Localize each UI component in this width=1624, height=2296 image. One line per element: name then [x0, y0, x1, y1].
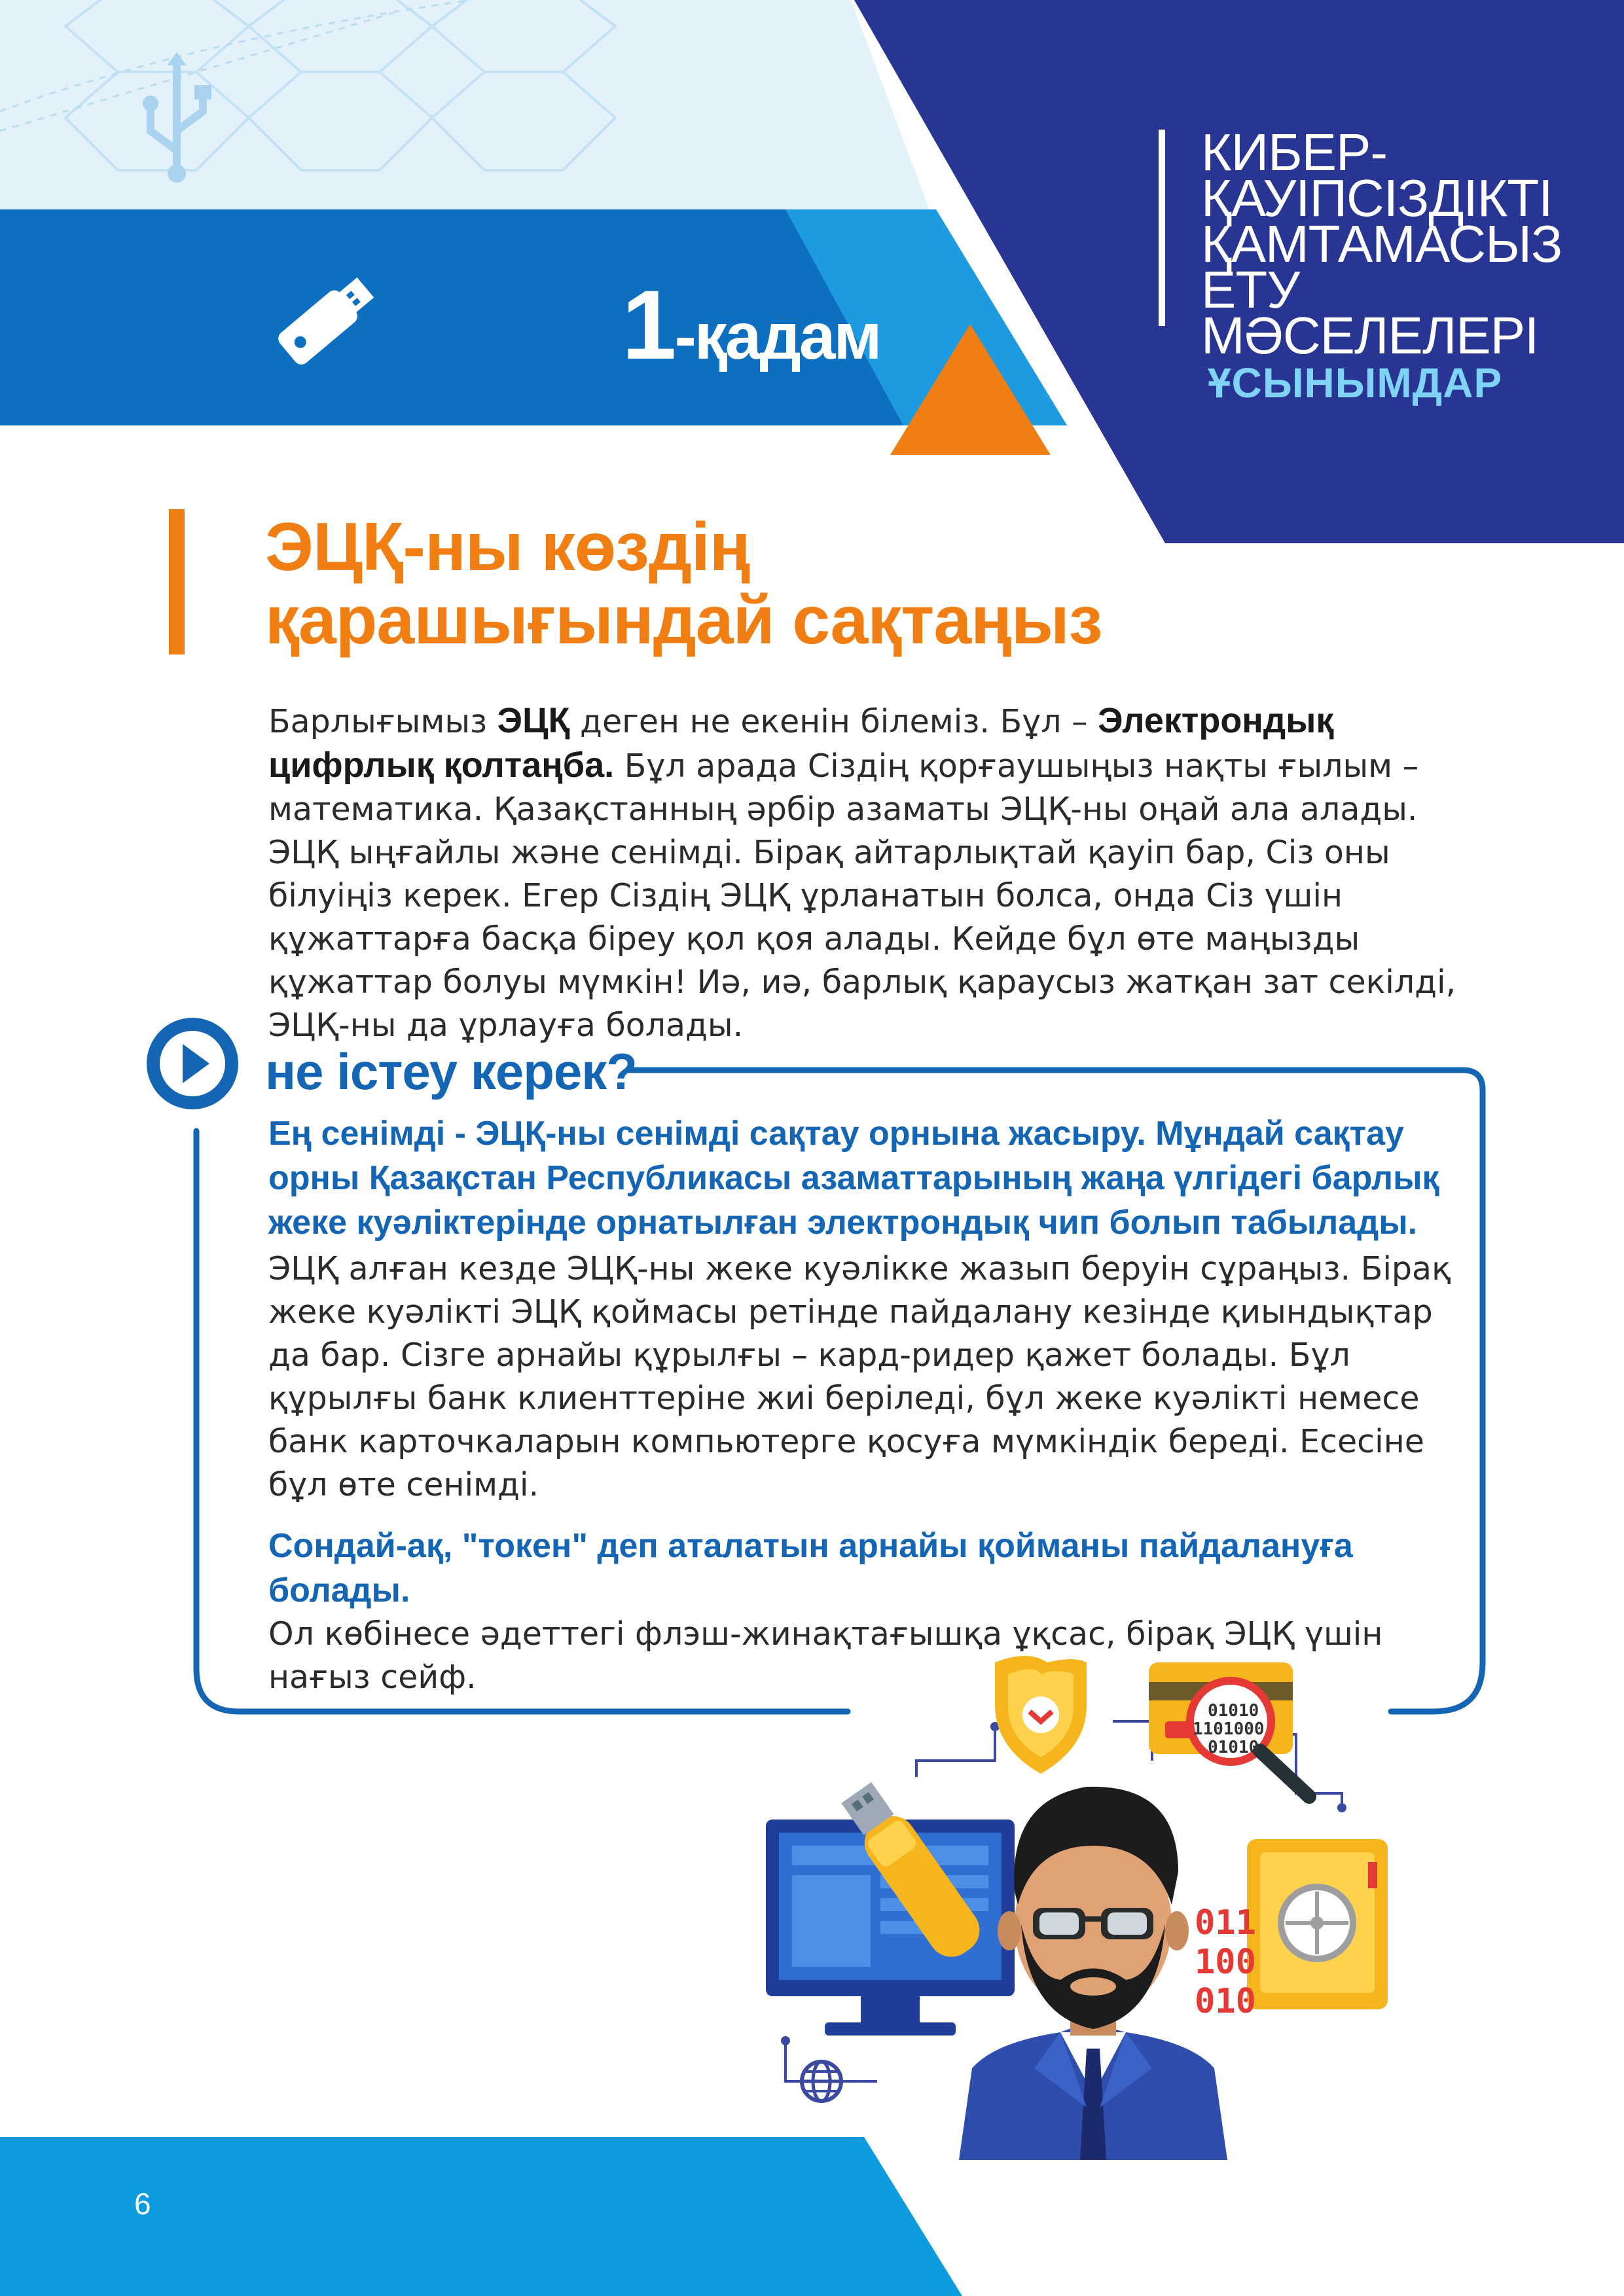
lead-paragraph-2: Сондай-ақ, "токен" деп аталатын арнайы қойманы пайдалануға болады. — [268, 1527, 1353, 1609]
series-title-line: ҚАУІПСІЗДІКТІ — [1201, 169, 1553, 227]
series-title-bar — [1159, 130, 1165, 326]
page-title-line2: қарашығындай сақтаңыз — [265, 583, 1102, 658]
intro-bold-definition: Электрондық цифрлық қолтаңба. — [268, 701, 1334, 785]
binary-text: 1101000 — [1193, 1719, 1265, 1739]
what-to-do-heading: не істеу керек? — [265, 1043, 637, 1100]
series-title-line: ЕТУ МӘСЕЛЕЛЕРІ — [1201, 260, 1539, 365]
security-illustration — [720, 1649, 1460, 2160]
intro-bold-ecq: ЭЦҚ — [497, 701, 570, 740]
intro-text: Барлығымыз — [268, 703, 497, 740]
step-label — [622, 268, 880, 382]
what-to-do-content — [268, 1113, 1466, 1699]
binary-text: 011 — [1195, 1903, 1256, 1943]
series-title-line: ҚАМТАМАСЫЗ — [1201, 215, 1562, 273]
title-accent-bar — [169, 509, 185, 655]
footer-band — [0, 2137, 1624, 2296]
step-word: -қадам — [674, 300, 880, 373]
page-title-line1: ЭЦҚ-ны көздің — [265, 509, 750, 585]
play-arrow-icon — [145, 1016, 240, 1111]
usb-stick-icon — [255, 259, 386, 383]
step-number: 1 — [622, 270, 675, 380]
intro-text: деген не екенін білеміз. Бұл – — [569, 703, 1098, 740]
page-number: 6 — [134, 2187, 151, 2221]
body-paragraph-2: Ол көбінесе әдеттегі флэш-жинақтағышқа ұқсас, бірақ ЭЦҚ үшін нағыз сейф. — [268, 1615, 1383, 1696]
series-title-line: КИБЕР- — [1201, 123, 1387, 181]
binary-text: 01010 — [1208, 1738, 1259, 1757]
series-subtitle: ҰСЫНЫМДАР — [1208, 359, 1503, 406]
binary-text: 100 — [1195, 1943, 1256, 1982]
intro-text: Бұл арада Сіздің қорғаушыңыз нақты ғылым – математика. Қазақстанның әрбір азаматы ЭЦҚ-ны оңай ала алады. ЭЦҚ ыңғайлы және сенімді. Бірақ айтарлықтай қауіп бар, Сіз оны білуіңіз керек. Егер Сіздің ЭЦҚ ұрланатын болса, онда Сіз үшін құжаттарға басқа біреу қол қоя алады. Кейде бұл өте маңызды құжаттар болуы мүмкін! Иә, иә, барлық қараусыз жатқан зат секілді, ЭЦҚ-ны да ұрлауға болады. — [268, 747, 1456, 1044]
binary-text: 01010 — [1208, 1701, 1259, 1721]
binary-text: 010 — [1195, 1982, 1256, 2021]
intro-paragraph — [268, 699, 1466, 1047]
series-title — [1201, 123, 1568, 365]
body-paragraph-1: ЭЦҚ алған кезде ЭЦҚ-ны жеке куәлікке жазып беруін сұраңыз. Бірақ жеке куәлікті ЭЦҚ қоймасы ретінде пайдалану кезінде қиындықтар да бар. Сізге арнайы құрылғы – кард-ридер қажет болады. Бұл құрылғы банк клиенттеріне жиі беріледі, бұл жеке куәлікті немесе банк карточкаларын компьютерге қосуға мүмкіндік береді. Есесіне бұл өте сенімді. — [268, 1250, 1451, 1503]
page-title — [265, 511, 1182, 657]
lead-paragraph-1: Ең сенімді - ЭЦҚ-ны сенімді сақтау орнына жасыру. Мұндай сақтау орны Қазақстан Республикасы азаматтарының жаңа үлгідегі барлық жеке куәліктерінде орнатылған электрондық чип болып табылады. — [268, 1115, 1439, 1242]
